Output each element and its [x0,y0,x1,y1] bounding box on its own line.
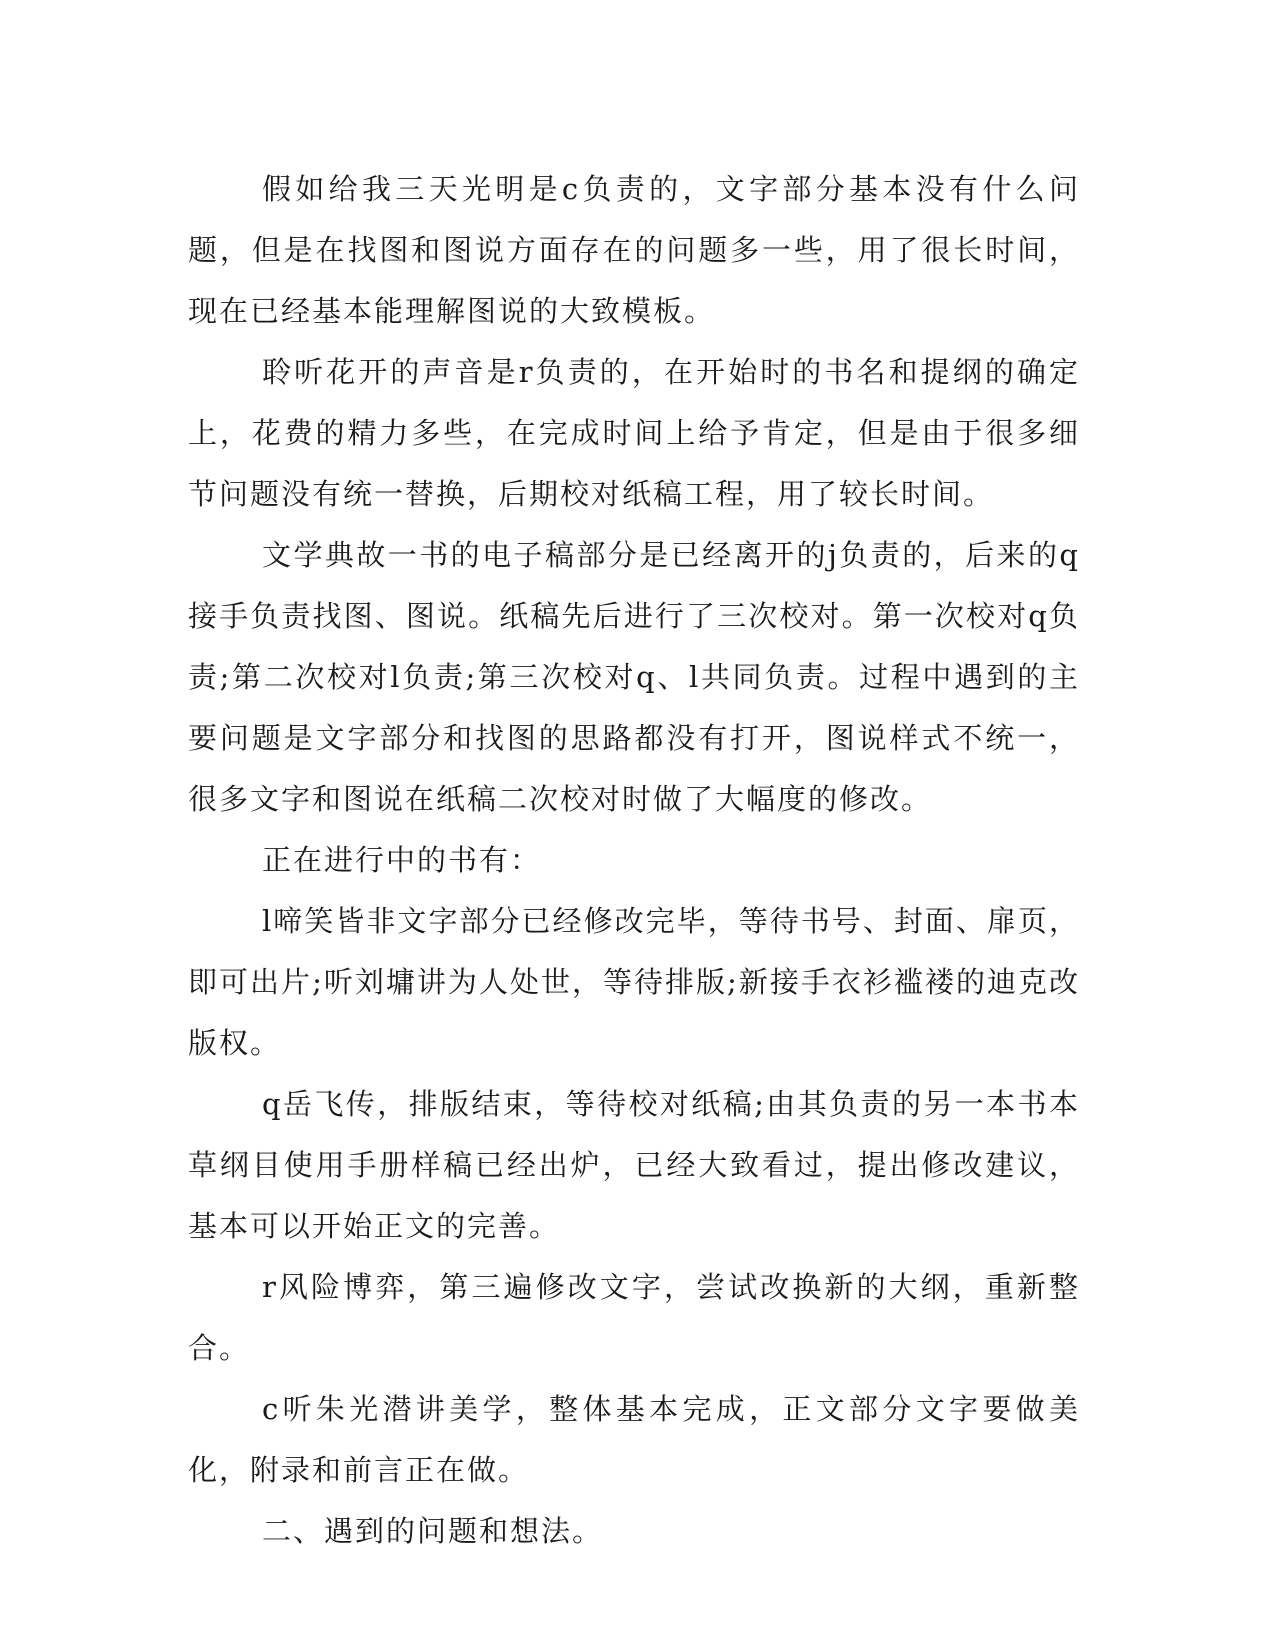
paragraph-r-books: r风险博弈，第三遍修改文字，尝试改换新的大纲，重新整合。 [188,1270,1080,1365]
paragraph-huakai: 聆听花开的声音是r负责的，在开始时的书名和提纲的确定上，花费的精力多些，在完成时间上给予肯定，但是由于很多细节问题没有统一替换，后期校对纸稿工程，用了较长时间。 [188,355,1080,511]
paragraph-c-books: c听朱光潜讲美学，整体基本完成，正文部分文字要做美化，附录和前言正在做。 [188,1392,1080,1487]
paragraph-in-progress-heading: 正在进行中的书有： [262,843,542,877]
section-heading-problems: 二、遇到的问题和想法。 [262,1514,604,1548]
paragraph-q-books: q岳飞传，排版结束，等待校对纸稿;由其负责的另一本书本草纲目使用手册样稿已经出炉，已经大致看过，提出修改建议，基本可以开始正文的完善。 [188,1087,1080,1243]
document-body [188,159,1080,1562]
paragraph-guanming: 假如给我三天光明是c负责的，文字部分基本没有什么问题，但是在找图和图说方面存在的问题多一些，用了很长时间，现在已经基本能理解图说的大致模板。 [188,172,1080,328]
paragraph-diangu: 文学典故一书的电子稿部分是已经离开的j负责的，后来的q接手负责找图、图说。纸稿先后进行了三次校对。第一次校对q负责;第二次校对l负责;第三次校对q、l共同负责。过程中遇到的主要问题是文字部分和找图的思路都没有打开，图说样式不统一，很多文字和图说在纸稿二次校对时做了大幅度的修改。 [188,538,1080,816]
paragraph-l-books: l啼笑皆非文字部分已经修改完毕，等待书号、封面、扉页，即可出片;听刘墉讲为人处世，等待排版;新接手衣衫褴褛的迪克改版权。 [188,904,1080,1060]
